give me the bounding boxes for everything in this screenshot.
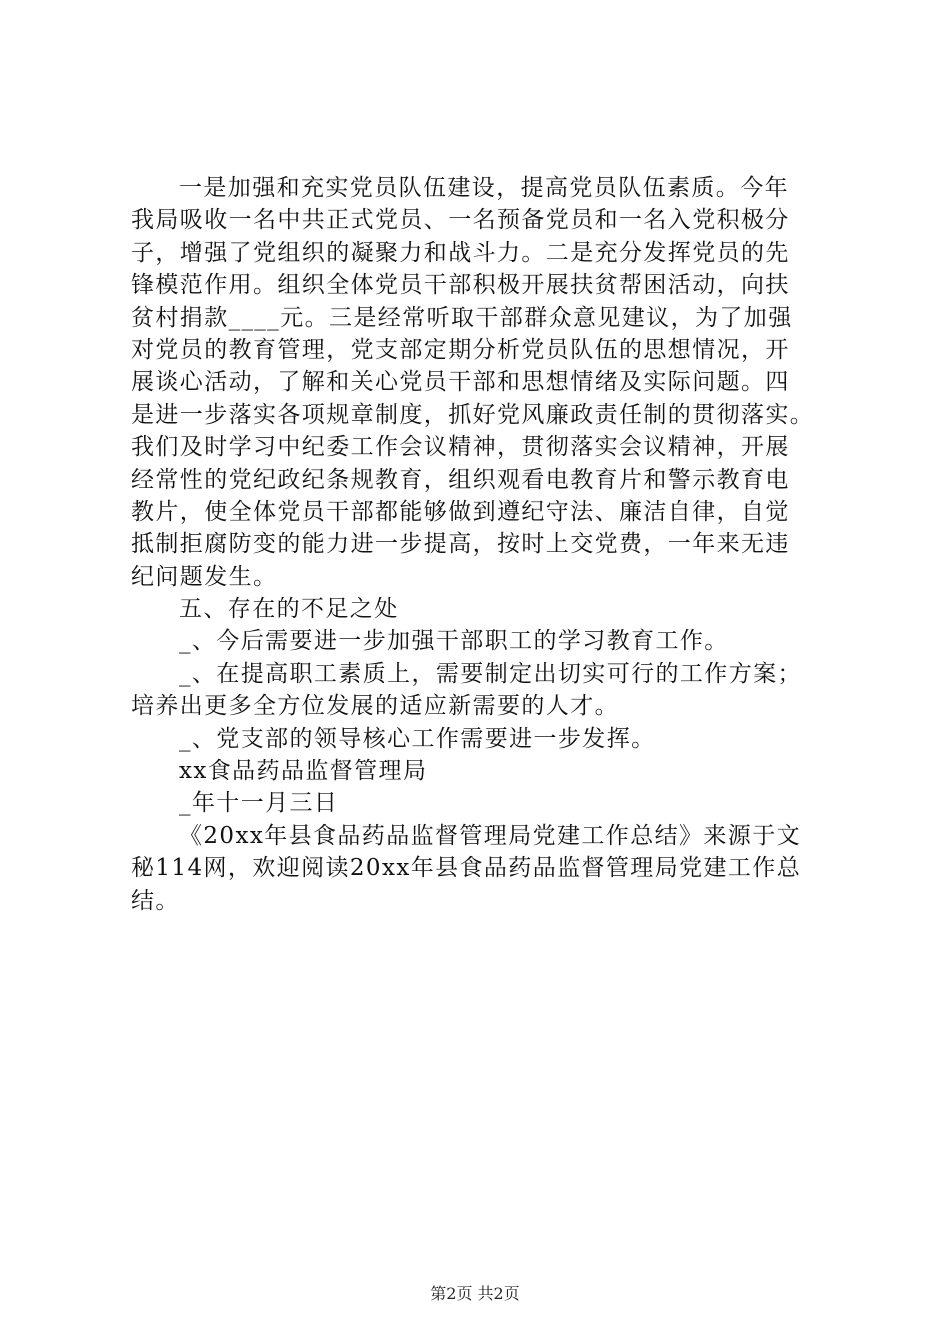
source-note-line: 结。 xyxy=(131,887,180,914)
list-item-continuation: 培养出更多全方位发展的适应新需要的人才。 xyxy=(131,693,619,720)
page-footer xyxy=(0,1284,950,1304)
source-note-line: 《20xx年县食品药品监督管理局党建工作总结》来源于文 xyxy=(179,822,802,849)
paragraph-line: 贫村捐款____元。三是经常听取干部群众意见建议，为了加强 xyxy=(131,304,793,331)
paragraph-line: 锋模范作用。组织全体党员干部积极开展扶贫帮困活动，向扶 xyxy=(131,272,790,299)
paragraph-line: 对党员的教育管理，党支部定期分析党员队伍的思想情况，开 xyxy=(131,336,790,363)
paragraph-line: 展谈心活动，了解和关心党员干部和思想情绪及实际问题。四 xyxy=(131,369,790,396)
list-item: _、今后需要进一步加强干部职工的学习教育工作。 xyxy=(179,628,729,655)
paragraph-line: 教片，使全体党员干部都能够做到遵纪守法、廉洁自律，自觉 xyxy=(131,498,790,525)
list-item: _、党支部的领导核心工作需要进一步发挥。 xyxy=(179,725,656,752)
paragraph-line: 子，增强了党组织的凝聚力和战斗力。二是充分发挥党员的先 xyxy=(131,239,790,266)
page-number: 第2页 共2页 xyxy=(430,1284,520,1303)
paragraph-line: 是进一步落实各项规章制度，抓好党风廉政责任制的贯彻落实。 xyxy=(131,401,815,428)
section-heading: 五、存在的不足之处 xyxy=(179,596,399,623)
signature-organization: xx食品药品监督管理局 xyxy=(179,758,428,785)
signature-date: _年十一月三日 xyxy=(179,790,339,817)
document-body xyxy=(131,172,843,917)
paragraph-line: 抵制拒腐防变的能力进一步提高，按时上交党费，一年来无违 xyxy=(131,531,790,558)
source-note-line: 秘114网，欢迎阅读20xx年县食品药品监督管理局党建工作总 xyxy=(131,855,802,882)
paragraph-line: 一是加强和充实党员队伍建设，提高党员队伍素质。今年 xyxy=(179,175,789,201)
paragraph-line: 我们及时学习中纪委工作会议精神，贯彻落实会议精神，开展 xyxy=(131,434,790,461)
list-item: _、在提高职工素质上，需要制定出切实可行的工作方案； xyxy=(179,660,802,687)
paragraph-line: 纪问题发生。 xyxy=(131,563,278,590)
paragraph-line: 经常性的党纪政纪条规教育，组织观看电教育片和警示教育电 xyxy=(131,466,790,493)
paragraph-line: 我局吸收一名中共正式党员、一名预备党员和一名入党积极分 xyxy=(131,207,790,234)
